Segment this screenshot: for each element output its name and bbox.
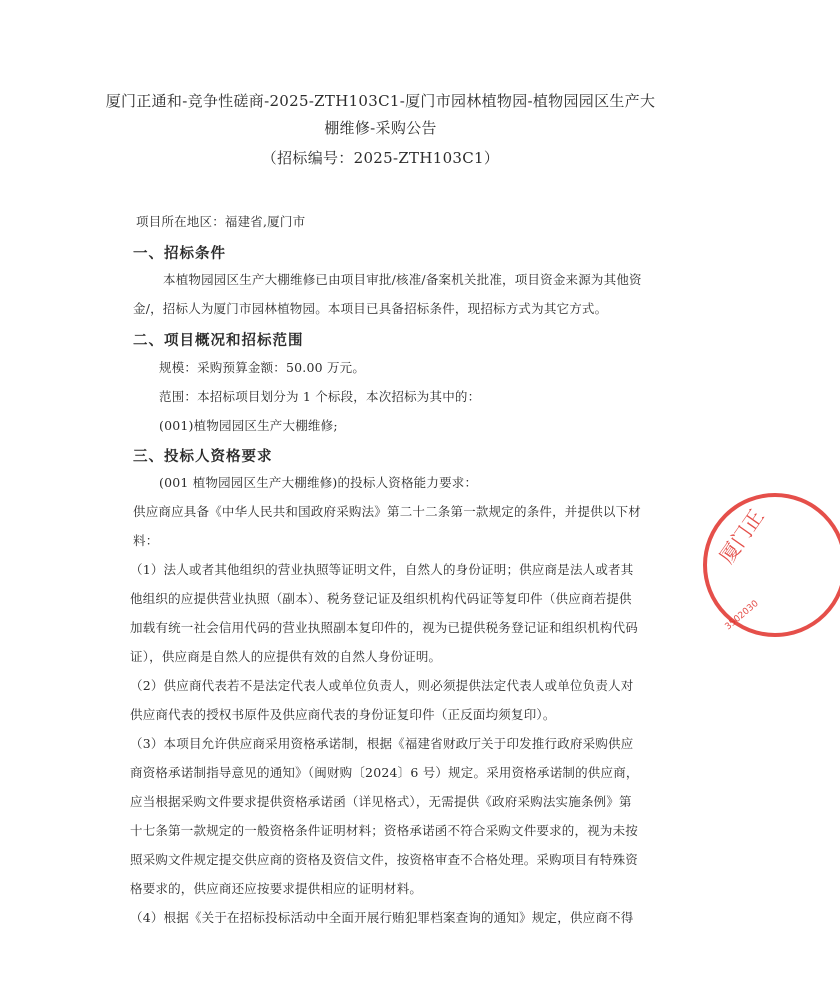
paragraph-line: 应当根据采购文件要求提供资格承诺函（详见格式），无需提供《政府采购法实施条例》第	[130, 794, 632, 809]
tender-number: （招标编号：2025-ZTH103C1）	[261, 149, 500, 167]
paragraph-line: (001 植物园园区生产大棚维修)的投标人资格能力要求：	[159, 475, 478, 490]
section-heading-1: 一、招标条件	[133, 246, 226, 262]
paragraph-line: 商资格承诺制指导意见的通知》（闽财购〔2024〕6 号）规定。采用资格承诺制的供应商，	[130, 765, 639, 780]
paragraph-line: 十七条第一款规定的一般资格条件证明材料；资格承诺函不符合采购文件要求的，视为未按	[130, 823, 639, 838]
paragraph-line: （2）供应商代表若不是法定代表人或单位负责人，则必须提供法定代表人或单位负责人对	[130, 678, 634, 693]
paragraph-line: 规模：采购预算金额：50.00 万元。	[159, 360, 366, 375]
paragraph-line: 供应商应具备《中华人民共和国政府采购法》第二十二条第一款规定的条件，并提供以下材	[133, 504, 642, 519]
section-heading-2: 二、项目概况和招标范围	[133, 333, 304, 349]
paragraph-line: （3）本项目允许供应商采用资格承诺制，根据《福建省财政厅关于印发推行政府采购供应	[130, 736, 634, 751]
paragraph-line: (001)植物园园区生产大棚维修;	[159, 418, 338, 433]
paragraph-line: 加载有统一社会信用代码的营业执照副本复印件的，视为已提供税务登记证和组织机构代码	[130, 620, 639, 635]
title-line-1: 厦门正通和-竞争性磋商-2025-ZTH103C1-厦门市园林植物园-植物园园区生产大	[105, 92, 656, 110]
title-line-2: 棚维修-采购公告	[324, 119, 437, 137]
seal-number: 3502030	[723, 598, 761, 633]
paragraph-line: 范围：本招标项目划分为 1 个标段，本次招标为其中的：	[159, 389, 481, 404]
seal-ring	[705, 495, 840, 635]
paragraph-line: 格要求的，供应商还应按要求提供相应的证明材料。	[130, 881, 423, 896]
paragraph-line: 料：	[133, 533, 159, 548]
company-seal-stamp	[700, 480, 840, 650]
paragraph-line: 本植物园园区生产大棚维修已由项目审批/核准/备案机关批准，项目资金来源为其他资	[163, 272, 642, 287]
seal-text: 厦门正	[714, 504, 769, 568]
paragraph-line: 金/，招标人为厦门市园林植物园。本项目已具备招标条件，现招标方式为其它方式。	[133, 301, 608, 316]
section-heading-3: 三、投标人资格要求	[133, 449, 273, 465]
paragraph-line: 照采购文件规定提交供应商的资格及资信文件，按资格审查不合格处理。采购项目有特殊资	[130, 852, 639, 867]
paragraph-line: 供应商代表的授权书原件及供应商代表的身份证复印件（正反面均须复印）。	[130, 707, 556, 722]
paragraph-line: 证），供应商是自然人的应提供有效的自然人身份证明。	[130, 649, 442, 664]
paragraph-line: 他组织的应提供营业执照（副本）、税务登记证及组织机构代码证等复印件（供应商若提供	[130, 591, 632, 606]
project-location: 项目所在地区：福建省,厦门市	[136, 214, 306, 229]
paragraph-line: （1）法人或者其他组织的营业执照等证明文件，自然人的身份证明；供应商是法人或者其	[130, 562, 634, 577]
paragraph-line: （4）根据《关于在招标投标活动中全面开展行贿犯罪档案查询的通知》规定，供应商不得	[130, 910, 634, 925]
